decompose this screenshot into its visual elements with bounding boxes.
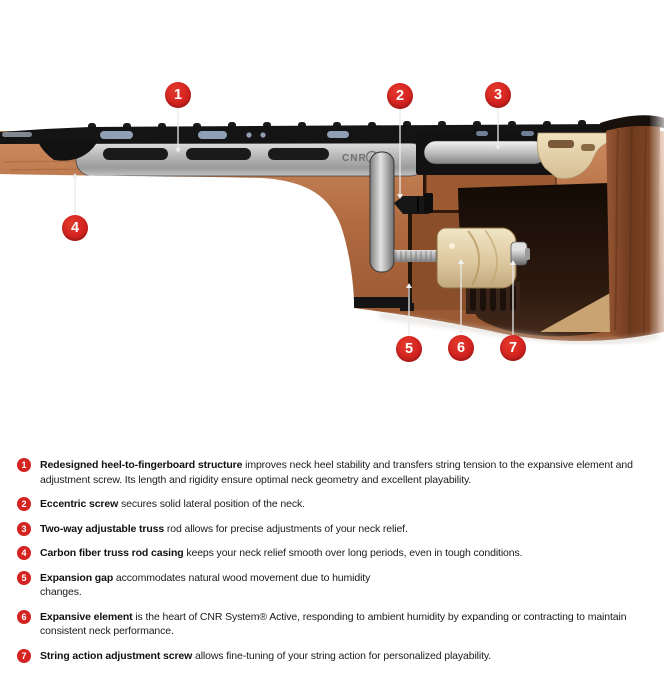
legend-bullet-3: 3 (17, 522, 31, 536)
legend-text-4 (40, 546, 522, 561)
legend-desc-6: is the heart of CNR System® Active, responding to ambient humidity by expanding or contracting to maintain consistent neck performance. (40, 610, 627, 637)
legend-bullet-6: 6 (17, 610, 31, 624)
legend-text-1 (40, 458, 658, 487)
legend-bullet-5: 5 (17, 571, 31, 585)
legend-term-7: String action adjustment screw (40, 649, 193, 662)
legend-bullet-7: 7 (17, 649, 31, 663)
legend-text-2 (40, 497, 305, 512)
legend-term-5: Expansion gap (40, 571, 114, 584)
legend-desc-4: keeps your neck relief smooth over long periods, even in tough conditions. (183, 547, 523, 559)
legend-item-5 (17, 571, 658, 600)
callout-marker-4: 4 (62, 215, 88, 241)
legend-item-6 (17, 610, 658, 639)
legend-term-3: Two-way adjustable truss (40, 522, 165, 535)
legend-item-4 (17, 546, 658, 561)
callout-marker-6: 6 (448, 335, 474, 361)
heel-cap-step (400, 303, 414, 311)
legend-bullet-1: 1 (17, 458, 31, 472)
heel-bracket (370, 152, 394, 272)
legend-text-3 (40, 522, 408, 537)
legend-bullet-2: 2 (17, 497, 31, 511)
legend-term-4: Carbon fiber truss rod casing (40, 547, 184, 559)
legend-item-3 (17, 522, 658, 537)
legend-item-2 (17, 497, 658, 512)
legend-term-1: Redesigned heel-to-fingerboard structure (40, 459, 243, 471)
cnr-engraving: CNR (342, 153, 367, 164)
right-fade (650, 108, 672, 353)
legend-term-2: Eccentric screw (40, 498, 119, 510)
legend-desc-1: improves neck heel stability and transfers string tension to the expansive element and adjustment screw. Its length and rigidity ensure optimal neck geometry and excellent playability. (40, 459, 633, 486)
callout-marker-2: 2 (387, 83, 413, 109)
legend-text-6 (40, 610, 658, 639)
legend-desc-7: allows fine-tuning of your string action for personalized playability. (192, 649, 492, 662)
legend-text-5 (40, 571, 392, 600)
legend-bullet-4: 4 (17, 546, 31, 560)
truss-rod (424, 141, 546, 164)
legend-text-7 (40, 649, 491, 664)
legend-term-6: Expansive element (40, 610, 133, 623)
legend-item-7 (17, 649, 658, 664)
callout-marker-7: 7 (500, 335, 526, 361)
legend-desc-2: secures solid lateral position of the neck. (118, 498, 305, 510)
callout-marker-5: 5 (396, 336, 422, 362)
threaded-rod (392, 250, 444, 262)
callout-marker-3: 3 (485, 82, 511, 108)
legend-desc-5: accommodates natural wood movement due to humidity changes. (40, 571, 371, 598)
fret-glint (2, 132, 32, 137)
legend-desc-3: rod allows for precise adjustments of your neck relief. (164, 522, 408, 535)
legend-item-1 (17, 458, 658, 487)
legend (0, 448, 672, 663)
expansive-element (437, 228, 516, 288)
callout-marker-1: 1 (165, 82, 191, 108)
